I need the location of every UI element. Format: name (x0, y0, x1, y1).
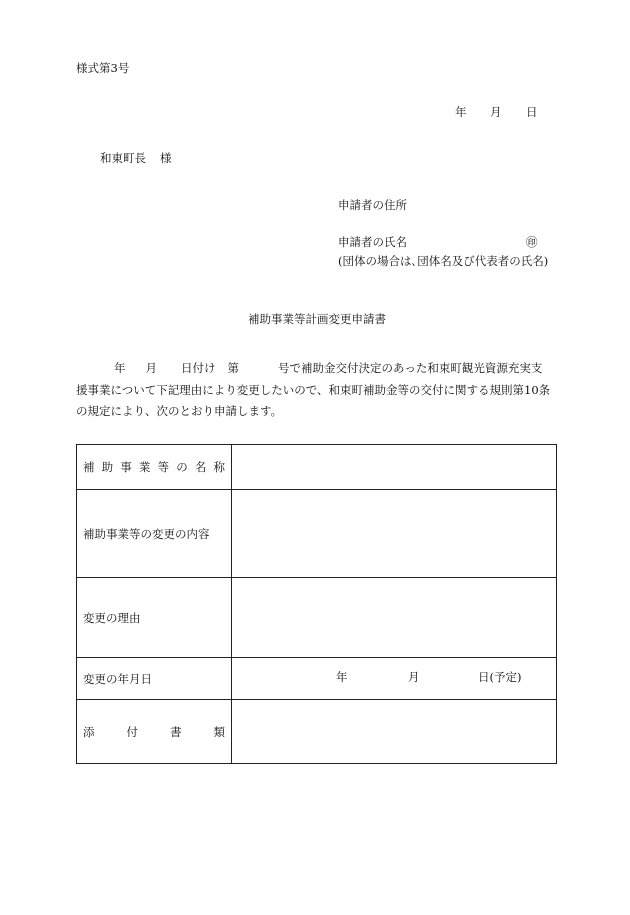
project-name-label-char: 名 (194, 460, 207, 474)
project-name-label-char: 等 (157, 460, 170, 474)
project-name-field[interactable] (232, 445, 557, 490)
change-date-field[interactable] (232, 658, 557, 700)
attachments-label (83, 724, 225, 740)
change-date-month: 月 (408, 670, 420, 684)
table-row-change-reason (77, 578, 557, 658)
intro-month-label: 月 (145, 361, 157, 375)
change-reason-label-cell (77, 578, 232, 658)
attachments-label-cell (77, 700, 232, 764)
date-year-label: 年 (455, 105, 467, 119)
date-month-label: 月 (490, 105, 502, 119)
project-name-label-char: 業 (138, 460, 151, 474)
project-name-label-char: 称 (213, 460, 225, 474)
attachments-label-char: 添 (83, 724, 95, 739)
project-name-label-char: 助 (101, 460, 114, 474)
table-row-project-name (77, 445, 557, 490)
intro-line-2: 援事業について下記理由により変更したいので、和束町補助金等の交付に関する規則第10条 (76, 382, 551, 397)
project-name-label-char: 事 (120, 460, 132, 474)
attachments-field[interactable] (232, 700, 557, 764)
document-title: 補助事業等計画変更申請書 (248, 312, 386, 326)
change-date-day-planned: 日(予定) (478, 670, 522, 684)
change-content-label-cell (77, 490, 232, 578)
intro-line-3: の規定により、次のとおり申請します。 (76, 404, 283, 418)
attachments-label-char: 類 (213, 724, 225, 739)
intro-paragraph (76, 358, 558, 423)
change-date-label: 変更の年月日 (83, 671, 152, 686)
seal-mark: ㊞ (526, 235, 538, 249)
addressee-name: 和東町長 (100, 151, 146, 165)
group-name-note: (団体の場合は､団体名及び代表者の氏名) (338, 254, 549, 268)
change-reason-field[interactable] (232, 578, 557, 658)
date-day-label: 日 (526, 105, 538, 119)
applicant-address-label: 申請者の住所 (338, 198, 407, 212)
form-number: 様式第3号 (76, 61, 130, 75)
project-name-label-char: 補 (83, 460, 95, 474)
intro-dated-label: 日付け (181, 361, 216, 375)
change-content-label: 補助事業等の変更の内容 (83, 526, 210, 541)
table-row-change-date (77, 658, 557, 700)
intro-number-prefix: 第 (227, 361, 239, 375)
attachments-label-char: 付 (126, 724, 138, 739)
intro-line-1-rest: 号で補助金交付決定のあった和束町観光資源充実支 (278, 361, 543, 375)
applicant-name-label: 申請者の氏名 (338, 235, 407, 249)
change-date-label-cell (77, 658, 232, 700)
addressee-honorific: 様 (160, 151, 172, 165)
change-content-field[interactable] (232, 490, 557, 578)
project-name-label-char: の (176, 460, 188, 474)
project-name-label-cell (77, 445, 232, 490)
intro-year-label: 年 (114, 361, 126, 375)
project-name-label (83, 459, 225, 475)
table-row-change-content (77, 490, 557, 578)
application-table (76, 444, 557, 764)
change-reason-label: 変更の理由 (83, 610, 141, 625)
table-row-attachments (77, 700, 557, 764)
attachments-label-char: 書 (170, 724, 182, 739)
change-date-year: 年 (336, 670, 348, 684)
intro-line-1 (76, 358, 558, 380)
